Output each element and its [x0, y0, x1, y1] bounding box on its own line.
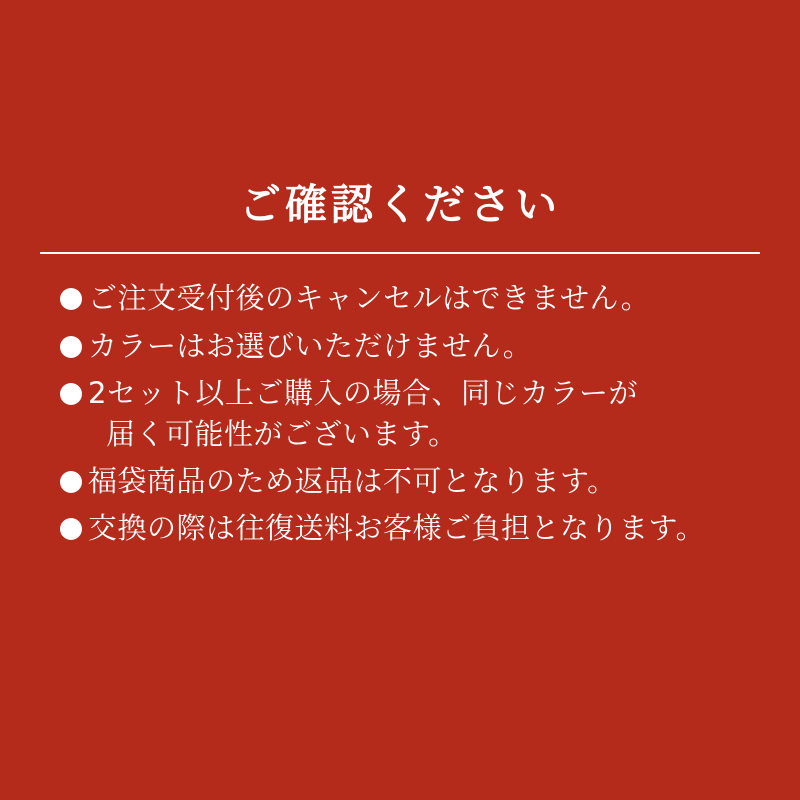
list-item [60, 508, 780, 549]
bullet-circle-icon [60, 471, 82, 493]
list-item [60, 373, 780, 455]
list-item [60, 461, 780, 502]
list-item-label: カラーはお選びいただけません。 [88, 328, 533, 363]
list-item-line-2: 届く可能性がございます。 [106, 416, 458, 451]
bullet-circle-icon [60, 383, 82, 405]
title-divider [40, 252, 760, 254]
list-item-line-1: 2セット以上ご購入の場合、同じカラーが [88, 375, 638, 410]
list-item-label: 福袋商品のため返品は不可となります。 [88, 464, 617, 499]
list-item-label: ご注文受付後のキャンセルはできません。 [88, 281, 651, 316]
list-item [60, 278, 780, 319]
list-item-label: 交換の際は往復送料お客様ご負担となります。 [88, 511, 706, 546]
page-title: ご確認ください [238, 180, 561, 229]
notice-list [20, 278, 780, 555]
bullet-circle-icon [60, 518, 82, 540]
list-item [60, 326, 780, 367]
bullet-circle-icon [60, 288, 82, 310]
bullet-circle-icon [60, 336, 82, 358]
list-item-label [88, 373, 780, 455]
